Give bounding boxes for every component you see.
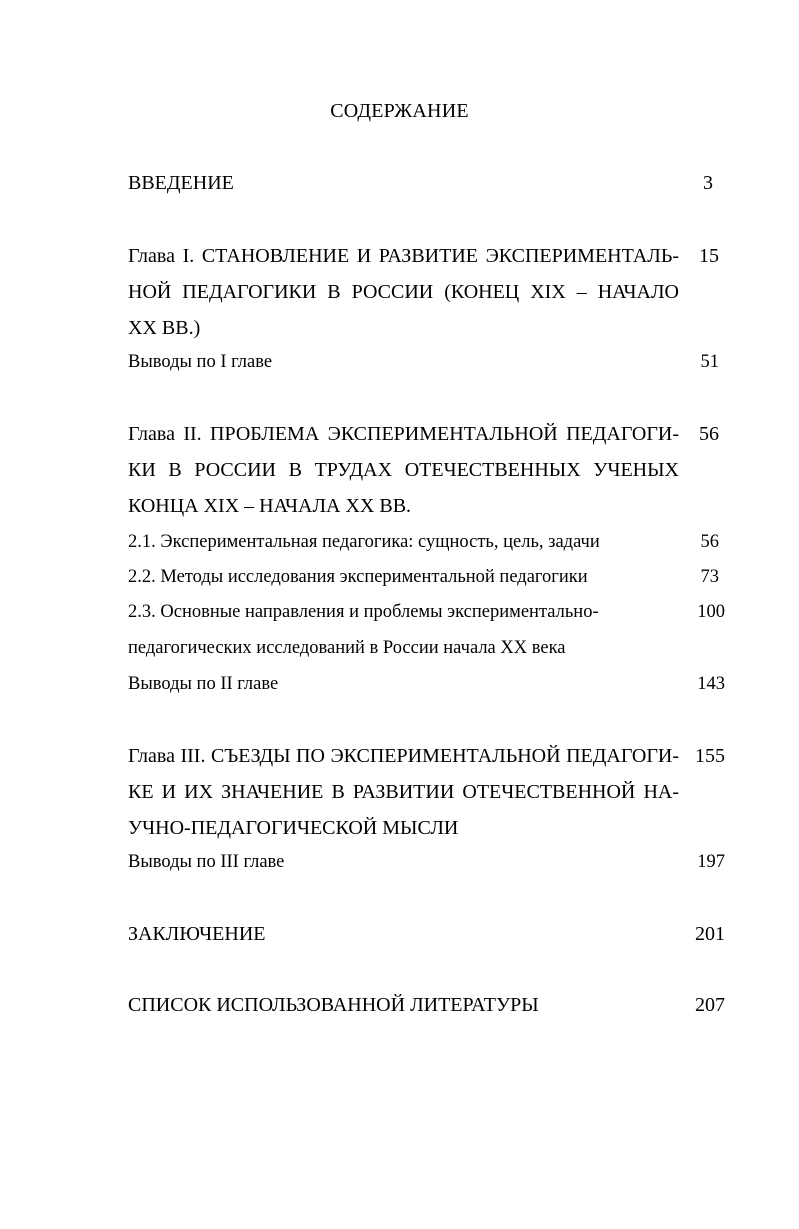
page-title: СОДЕРЖАНИЕ: [330, 100, 469, 122]
toc-page-number: 15: [699, 245, 719, 267]
toc-entry-label: 2.2. Методы исследования экспериментальной педагогики: [128, 567, 588, 587]
toc-entry-introduction[interactable]: [128, 165, 725, 201]
toc-entry-label: 2.1. Экспериментальная педагогика: сущность, цель, задачи: [128, 532, 600, 552]
toc-entry-chapter-3-conclusions[interactable]: [128, 844, 725, 880]
toc-chapter-line: КИ В РОССИИ В ТРУДАХ ОТЕЧЕСТВЕННЫХ УЧЕНЫХ: [128, 459, 679, 481]
toc-entry-section-2-2[interactable]: [128, 559, 725, 595]
toc-chapter-line: НОЙ ПЕДАГОГИКИ В РОССИИ (КОНЕЦ XIX – НАЧАЛО: [128, 281, 679, 303]
toc-entry-label: СПИСОК ИСПОЛЬЗОВАННОЙ ЛИТЕРАТУРЫ: [128, 994, 539, 1016]
toc-chapter-line: КЕ И ИХ ЗНАЧЕНИЕ В РАЗВИТИИ ОТЕЧЕСТВЕННОЙ НА-: [128, 781, 679, 803]
toc-entry-section-2-1[interactable]: [128, 524, 725, 560]
toc-page-number: 56: [699, 423, 719, 445]
toc-entry-chapter-3[interactable]: [128, 738, 725, 846]
toc-chapter-line: Глава I. СТАНОВЛЕНИЕ И РАЗВИТИЕ ЭКСПЕРИМЕНТАЛЬ-: [128, 245, 679, 267]
toc-chapter-line: Глава III. СЪЕЗДЫ ПО ЭКСПЕРИМЕНТАЛЬНОЙ ПЕДАГОГИ-: [128, 745, 679, 767]
toc-page-number: 155: [695, 745, 725, 767]
toc-page-number: 197: [697, 852, 725, 872]
toc-entry-chapter-1[interactable]: [128, 238, 725, 346]
toc-entry-label: ВВЕДЕНИЕ: [128, 172, 234, 194]
toc-entry-chapter-2-conclusions[interactable]: [128, 666, 725, 702]
toc-page-number: 100: [697, 602, 725, 622]
toc-entry-conclusion[interactable]: [128, 916, 725, 952]
toc-page-number: 201: [695, 923, 725, 945]
toc-chapter-line: КОНЦА XIX – НАЧАЛА XX ВВ.: [128, 495, 412, 517]
toc-entry-chapter-1-conclusions[interactable]: [128, 344, 725, 380]
toc-entry-label: Выводы по I главе: [128, 352, 273, 372]
toc-page-number: 73: [700, 567, 719, 587]
toc-chapter-line: Глава II. ПРОБЛЕМА ЭКСПЕРИМЕНТАЛЬНОЙ ПЕДАГОГИ-: [128, 423, 679, 445]
toc-page-number: 56: [700, 532, 719, 552]
toc-entry-chapter-2[interactable]: [128, 416, 725, 524]
toc-entry-label: Выводы по III главе: [128, 852, 285, 872]
toc-page-number: 207: [695, 994, 725, 1016]
toc-entry-label: Выводы по II главе: [128, 674, 279, 694]
toc-entry-section-2-3[interactable]: [128, 594, 725, 666]
toc-entry-label: педагогических исследований в России начала XX века: [128, 638, 566, 658]
toc-entry-label: ЗАКЛЮЧЕНИЕ: [128, 923, 266, 945]
toc-page-number: 3: [703, 172, 713, 194]
toc-page-number: 143: [697, 674, 725, 694]
toc-entry-label: 2.3. Основные направления и проблемы экспериментально-: [128, 602, 599, 622]
toc-page-number: 51: [700, 352, 719, 372]
toc-chapter-line: УЧНО-ПЕДАГОГИЧЕСКОЙ МЫСЛИ: [128, 817, 459, 839]
toc-entry-bibliography[interactable]: [128, 987, 725, 1023]
toc-chapter-line: XX ВВ.): [128, 317, 201, 339]
